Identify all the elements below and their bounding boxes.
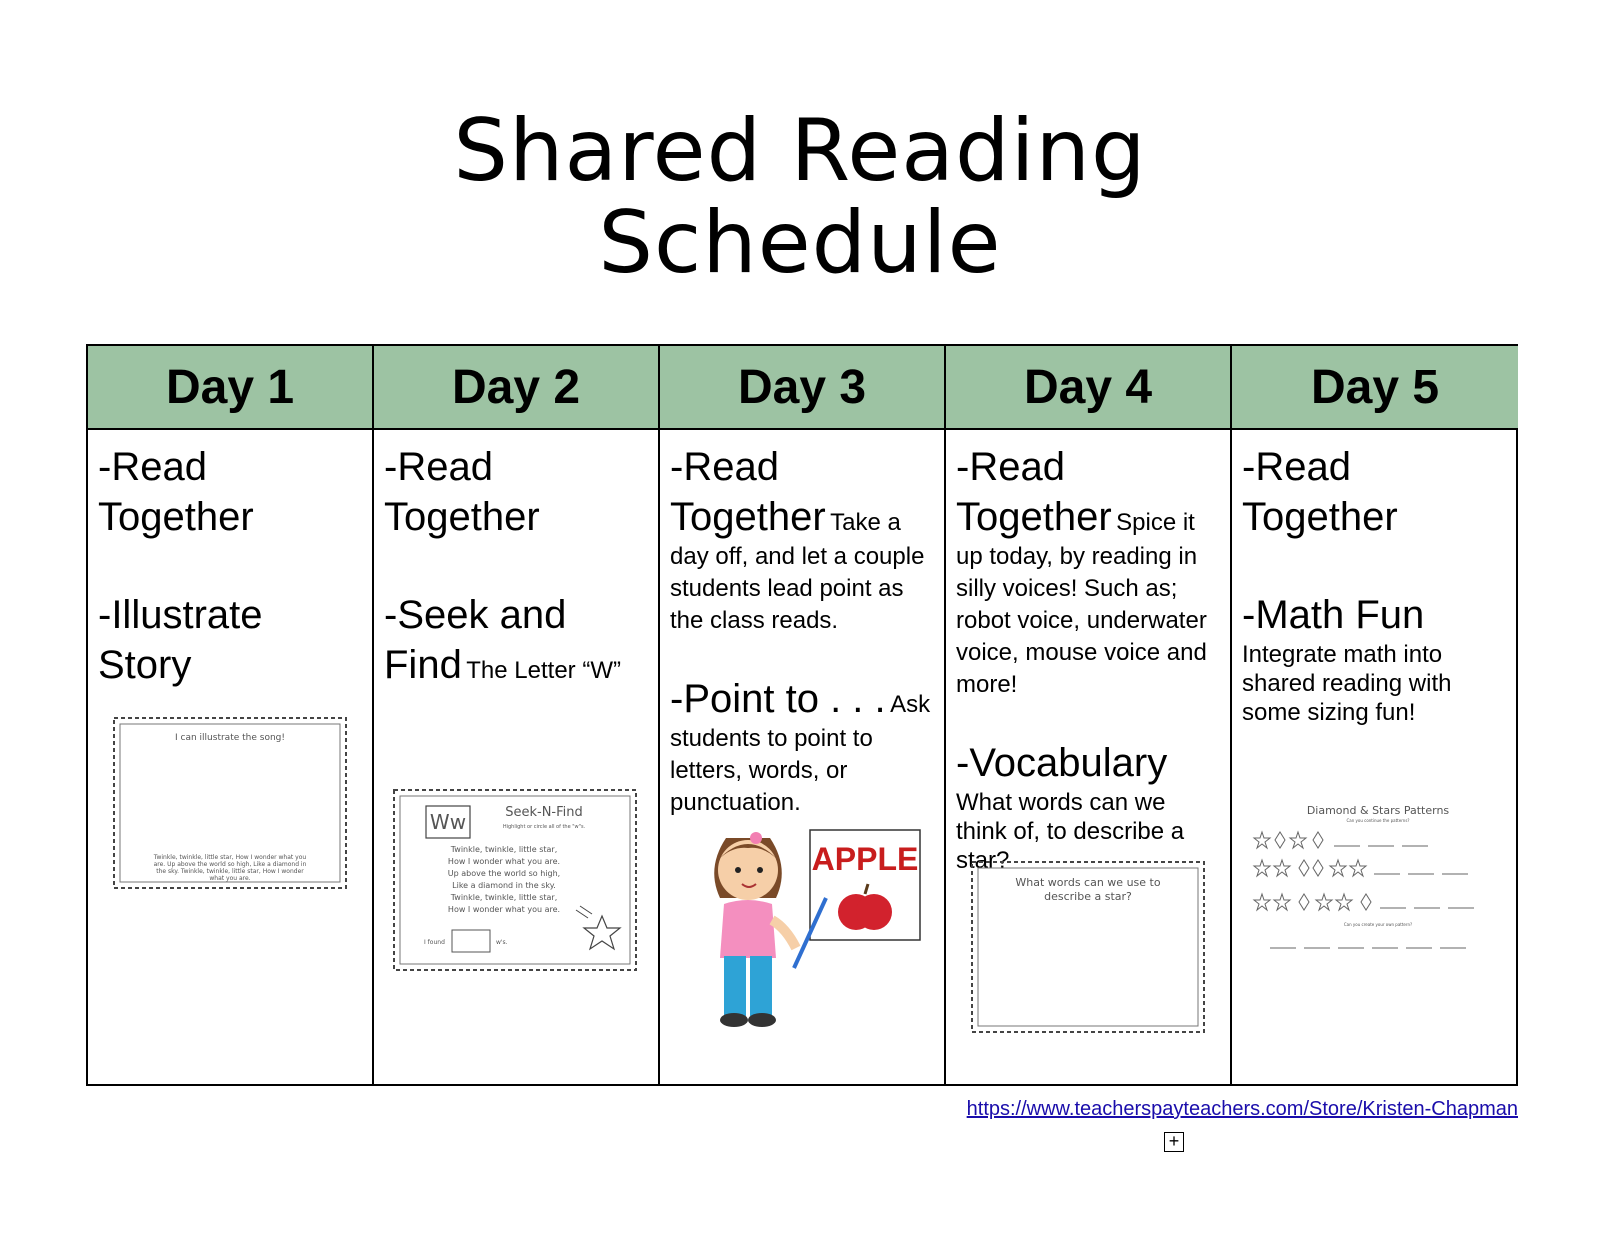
patterns-subtitle: Can you continue the patterns? [1346,818,1410,823]
seek-line-2: How I wonder what you are. [447,857,561,866]
day-3-item-1-line-1: -Read [670,445,779,489]
illustrate-worksheet-thumbnail [108,712,352,894]
day-2-item-2-line-2: Find [384,643,462,687]
star-icon [1254,894,1270,910]
star-icon [584,916,620,949]
day-4-column [946,346,1232,1084]
store-link[interactable]: https://www.teacherspayteachers.com/Store/Kristen-Chapman [966,1098,1518,1120]
diamond-icon [1313,832,1323,848]
seek-line-4: Like a diamond in the sky. [452,881,556,890]
day-5-item-1: -Read Together [1242,445,1398,539]
day-1-column [88,346,374,1084]
day-3-item-2: -Point to . . . [670,677,886,721]
day-2-item-2-line-1: -Seek and [384,593,567,637]
day-4-item-1-line-2: Together [956,495,1112,539]
illustrate-worksheet-title: I can illustrate the song! [175,733,285,743]
day-5-item-2: -Math Fun [1242,593,1425,637]
schedule-table [86,344,1518,1086]
star-icon [1274,860,1290,876]
seek-title: Seek-N-Find [505,805,583,820]
day-4-item-2-note: What words can we think of, to describe a star? [956,789,1185,874]
seek-and-find-worksheet-thumbnail [390,786,640,974]
seek-line-1: Twinkle, twinkle, little star, [450,845,558,854]
patterns-worksheet-thumbnail [1250,802,1500,962]
day-5-header: Day 5 [1232,346,1518,430]
diamond-icon [1275,832,1285,848]
patterns-footer: Can you create your own pattern? [1343,922,1413,927]
day-3-item-1-line-2: Together [670,495,826,539]
diamond-icon [1313,860,1323,876]
day-3-header: Day 3 [660,346,944,430]
seek-found-label: I found [424,939,445,946]
star-icon [1350,860,1366,876]
vocabulary-worksheet-title: What words can we use to describe a star? [1015,876,1161,903]
star-icon [1254,832,1270,848]
day-2-column [374,346,660,1084]
seek-line-5: Twinkle, twinkle, little star, [450,893,558,902]
day-5-item-2-note: Integrate math into shared reading with some sizing fun! [1242,641,1452,726]
day-3-column [660,346,946,1084]
day-1-header: Day 1 [88,346,372,430]
day-5-column [1232,346,1518,1084]
diamond-icon [1361,894,1371,910]
patterns-title: Diamond & Stars Patterns [1306,804,1450,817]
star-icon [1316,894,1332,910]
page-title [0,101,1600,293]
day-4-item-1-line-1: -Read [956,445,1065,489]
star-icon [1330,860,1346,876]
apple-sign-text: APPLE [811,841,919,877]
seek-line-3: Up above the world so high, [447,869,561,878]
diamond-icon [1299,894,1309,910]
day-1-item-2: -Illustrate Story [98,593,263,687]
day-4-item-1-note: Spice it up today, by reading in silly voices! Such as; robot voice, underwater voice, mouse voice and more! [956,509,1207,698]
vocabulary-worksheet-thumbnail [966,856,1210,1038]
day-2-item-1: -Read Together [384,445,540,539]
plus-box-icon[interactable]: + [1164,1132,1184,1152]
star-icon [1336,894,1352,910]
day-3-item-1-note: Take a day off, and let a couple students lead point as the class reads. [670,509,925,634]
seek-letters: Ww [429,810,467,834]
day-4-item-2: -Vocabulary [956,741,1168,785]
day-4-header: Day 4 [946,346,1230,430]
diamond-icon [1299,860,1309,876]
girl-pointing-picture [686,808,926,1048]
star-icon [1290,832,1306,848]
seek-line-6: How I wonder what you are. [447,905,561,914]
day-3-item-2-note: Ask students to point to letters, words, or punctuation. [670,691,931,816]
day-2-header: Day 2 [374,346,658,430]
title-line-1: Shared Reading [453,101,1147,201]
title-line-2: Schedule [598,193,1002,293]
star-icon [1274,894,1290,910]
day-2-item-2-note: The Letter “W” [466,657,621,684]
seek-found-suffix: w's. [496,939,508,946]
illustrate-worksheet-text: Twinkle, twinkle, little star, How I wonder what you are. Up above the world so high, Like a diamond in the sky. Twinkle, twinkle, little star, How I wonder what you are. [153,854,307,882]
seek-subtitle: Highlight or circle all of the "w"s. [502,824,586,830]
day-1-item-1: -Read Together [98,445,254,539]
star-icon [1254,860,1270,876]
